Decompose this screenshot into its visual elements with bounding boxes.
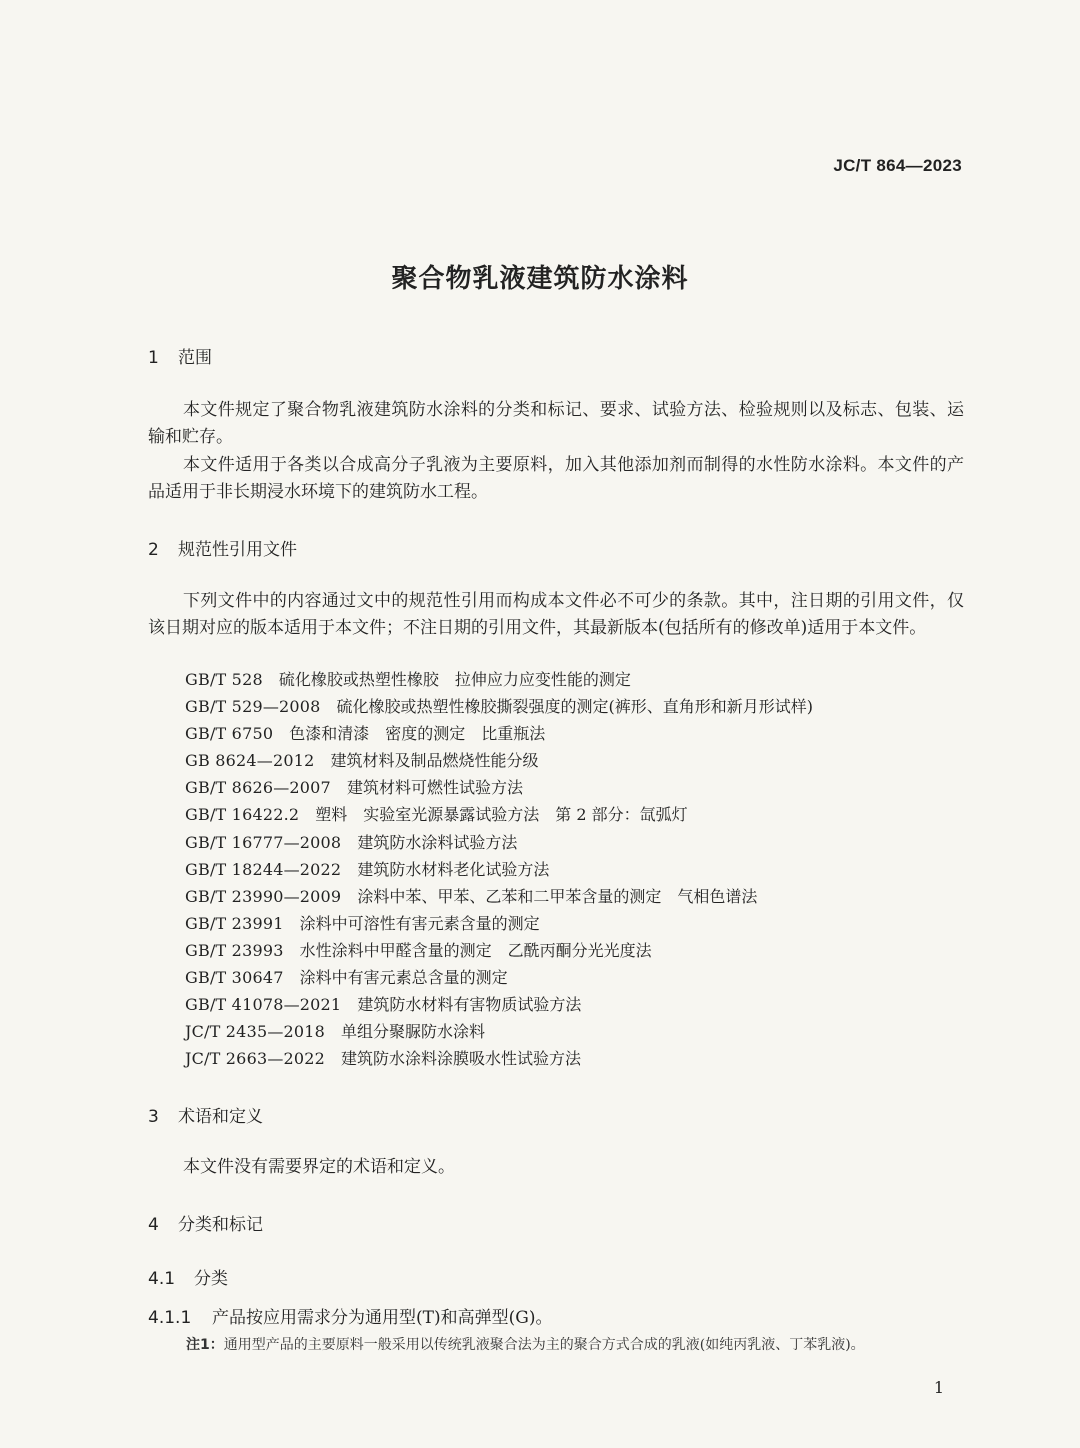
section-number: 3 xyxy=(148,1107,159,1127)
section-number: 1 xyxy=(148,348,159,368)
section-2-heading xyxy=(148,535,297,560)
reference-code: GB/T 23991 xyxy=(185,913,284,933)
reference-item xyxy=(185,1018,813,1045)
reference-title: 塑料 实验室光源暴露试验方法 第 2 部分：氙弧灯 xyxy=(315,805,688,825)
reference-code: JC/T 2435—2018 xyxy=(185,1022,326,1042)
standard-code: JC/T 864—2023 xyxy=(833,156,962,175)
reference-item xyxy=(185,774,813,801)
reference-title: 硫化橡胶或热塑性橡胶 拉伸应力应变性能的测定 xyxy=(278,670,631,689)
reference-code: GB/T 41078—2021 xyxy=(185,995,342,1015)
subsection-4-1-heading xyxy=(148,1264,228,1289)
clause-text: 产品按应用需求分为通用型(T)和高弹型(G)。 xyxy=(212,1308,553,1328)
reference-item xyxy=(185,991,813,1018)
reference-item xyxy=(185,829,813,856)
reference-item xyxy=(185,801,813,828)
section-1-heading xyxy=(148,343,212,368)
section-3-paragraph: 本文件没有需要界定的术语和定义。 xyxy=(183,1157,455,1177)
reference-item xyxy=(185,747,813,774)
section-title: 范围 xyxy=(178,348,212,368)
reference-code: GB/T 8626—2007 xyxy=(185,778,331,798)
clause-number: 4.1.1 xyxy=(148,1308,192,1328)
reference-code: GB/T 23990—2009 xyxy=(185,886,342,906)
reference-code: GB/T 18244—2022 xyxy=(185,859,342,879)
reference-code: GB/T 6750 xyxy=(185,724,274,744)
reference-title: 建筑防水材料老化试验方法 xyxy=(357,859,550,879)
subsection-title: 分类 xyxy=(194,1269,228,1289)
reference-code: GB/T 23993 xyxy=(185,940,284,960)
reference-item xyxy=(185,964,813,991)
reference-title: 建筑材料及制品燃烧性能分级 xyxy=(330,751,539,771)
reference-item xyxy=(185,937,813,964)
section-2-intro: 下列文件中的内容通过文中的规范性引用而构成本文件必不可少的条款。其中，注日期的引用文件，仅该日期对应的版本适用于本文件；不注日期的引用文件，其最新版本(包括所有的修改单)适用于本文件。 xyxy=(148,591,964,638)
subsection-number: 4.1 xyxy=(148,1269,176,1289)
reference-code: GB 8624—2012 xyxy=(185,751,315,771)
normative-references-list xyxy=(185,666,813,1072)
reference-title: 硫化橡胶或热塑性橡胶撕裂强度的测定(裤形、直角形和新月形试样) xyxy=(336,697,814,717)
reference-code: GB/T 529—2008 xyxy=(185,697,321,717)
reference-title: 建筑防水材料有害物质试验方法 xyxy=(357,995,582,1015)
page-number: 1 xyxy=(933,1378,944,1397)
reference-title: 建筑防水涂料涂膜吸水性试验方法 xyxy=(341,1049,582,1069)
section-number: 2 xyxy=(148,540,159,560)
section-title: 术语和定义 xyxy=(178,1107,263,1127)
reference-code: GB/T 16422.2 xyxy=(185,805,300,825)
reference-title: 单组分聚脲防水涂料 xyxy=(341,1022,486,1042)
reference-item xyxy=(185,1045,813,1072)
section-4-heading xyxy=(148,1210,263,1235)
note-label: 注1： xyxy=(186,1337,224,1353)
reference-item xyxy=(185,910,813,937)
reference-code: JC/T 2663—2022 xyxy=(185,1049,326,1069)
reference-code: GB/T 528 xyxy=(185,670,263,689)
reference-code: GB/T 16777—2008 xyxy=(185,832,342,852)
reference-title: 涂料中有害元素总含量的测定 xyxy=(299,968,508,988)
document-title: 聚合物乳液建筑防水涂料 xyxy=(391,264,689,294)
clause-4-1-1 xyxy=(148,1303,552,1328)
section-3-heading xyxy=(148,1102,263,1127)
reference-title: 建筑防水涂料试验方法 xyxy=(357,832,518,852)
reference-item xyxy=(185,693,813,720)
section-title: 规范性引用文件 xyxy=(178,540,297,560)
reference-item xyxy=(185,883,813,910)
reference-code: GB/T 30647 xyxy=(185,968,284,988)
reference-title: 涂料中可溶性有害元素含量的测定 xyxy=(299,913,540,933)
reference-item xyxy=(185,720,813,747)
section-1-paragraph-2: 本文件适用于各类以合成高分子乳液为主要原料，加入其他添加剂而制得的水性防水涂料。本文件的产品适用于非长期浸水环境下的建筑防水工程。 xyxy=(148,455,964,502)
section-number: 4 xyxy=(148,1215,159,1235)
section-1-paragraph-1: 本文件规定了聚合物乳液建筑防水涂料的分类和标记、要求、试验方法、检验规则以及标志、包装、运输和贮存。 xyxy=(148,400,964,447)
reference-title: 建筑材料可燃性试验方法 xyxy=(346,778,523,798)
section-title: 分类和标记 xyxy=(178,1215,263,1235)
reference-item xyxy=(185,666,813,693)
reference-title: 水性涂料中甲醛含量的测定 乙酰丙酮分光光度法 xyxy=(299,940,652,960)
note-1 xyxy=(186,1334,865,1354)
reference-title: 色漆和清漆 密度的测定 比重瓶法 xyxy=(289,724,546,744)
note-text: 通用型产品的主要原料一般采用以传统乳液聚合法为主的聚合方式合成的乳液(如纯丙乳液、丁苯乳液)。 xyxy=(223,1337,865,1353)
reference-item xyxy=(185,856,813,883)
reference-title: 涂料中苯、甲苯、乙苯和二甲苯含量的测定 气相色谱法 xyxy=(357,886,758,906)
